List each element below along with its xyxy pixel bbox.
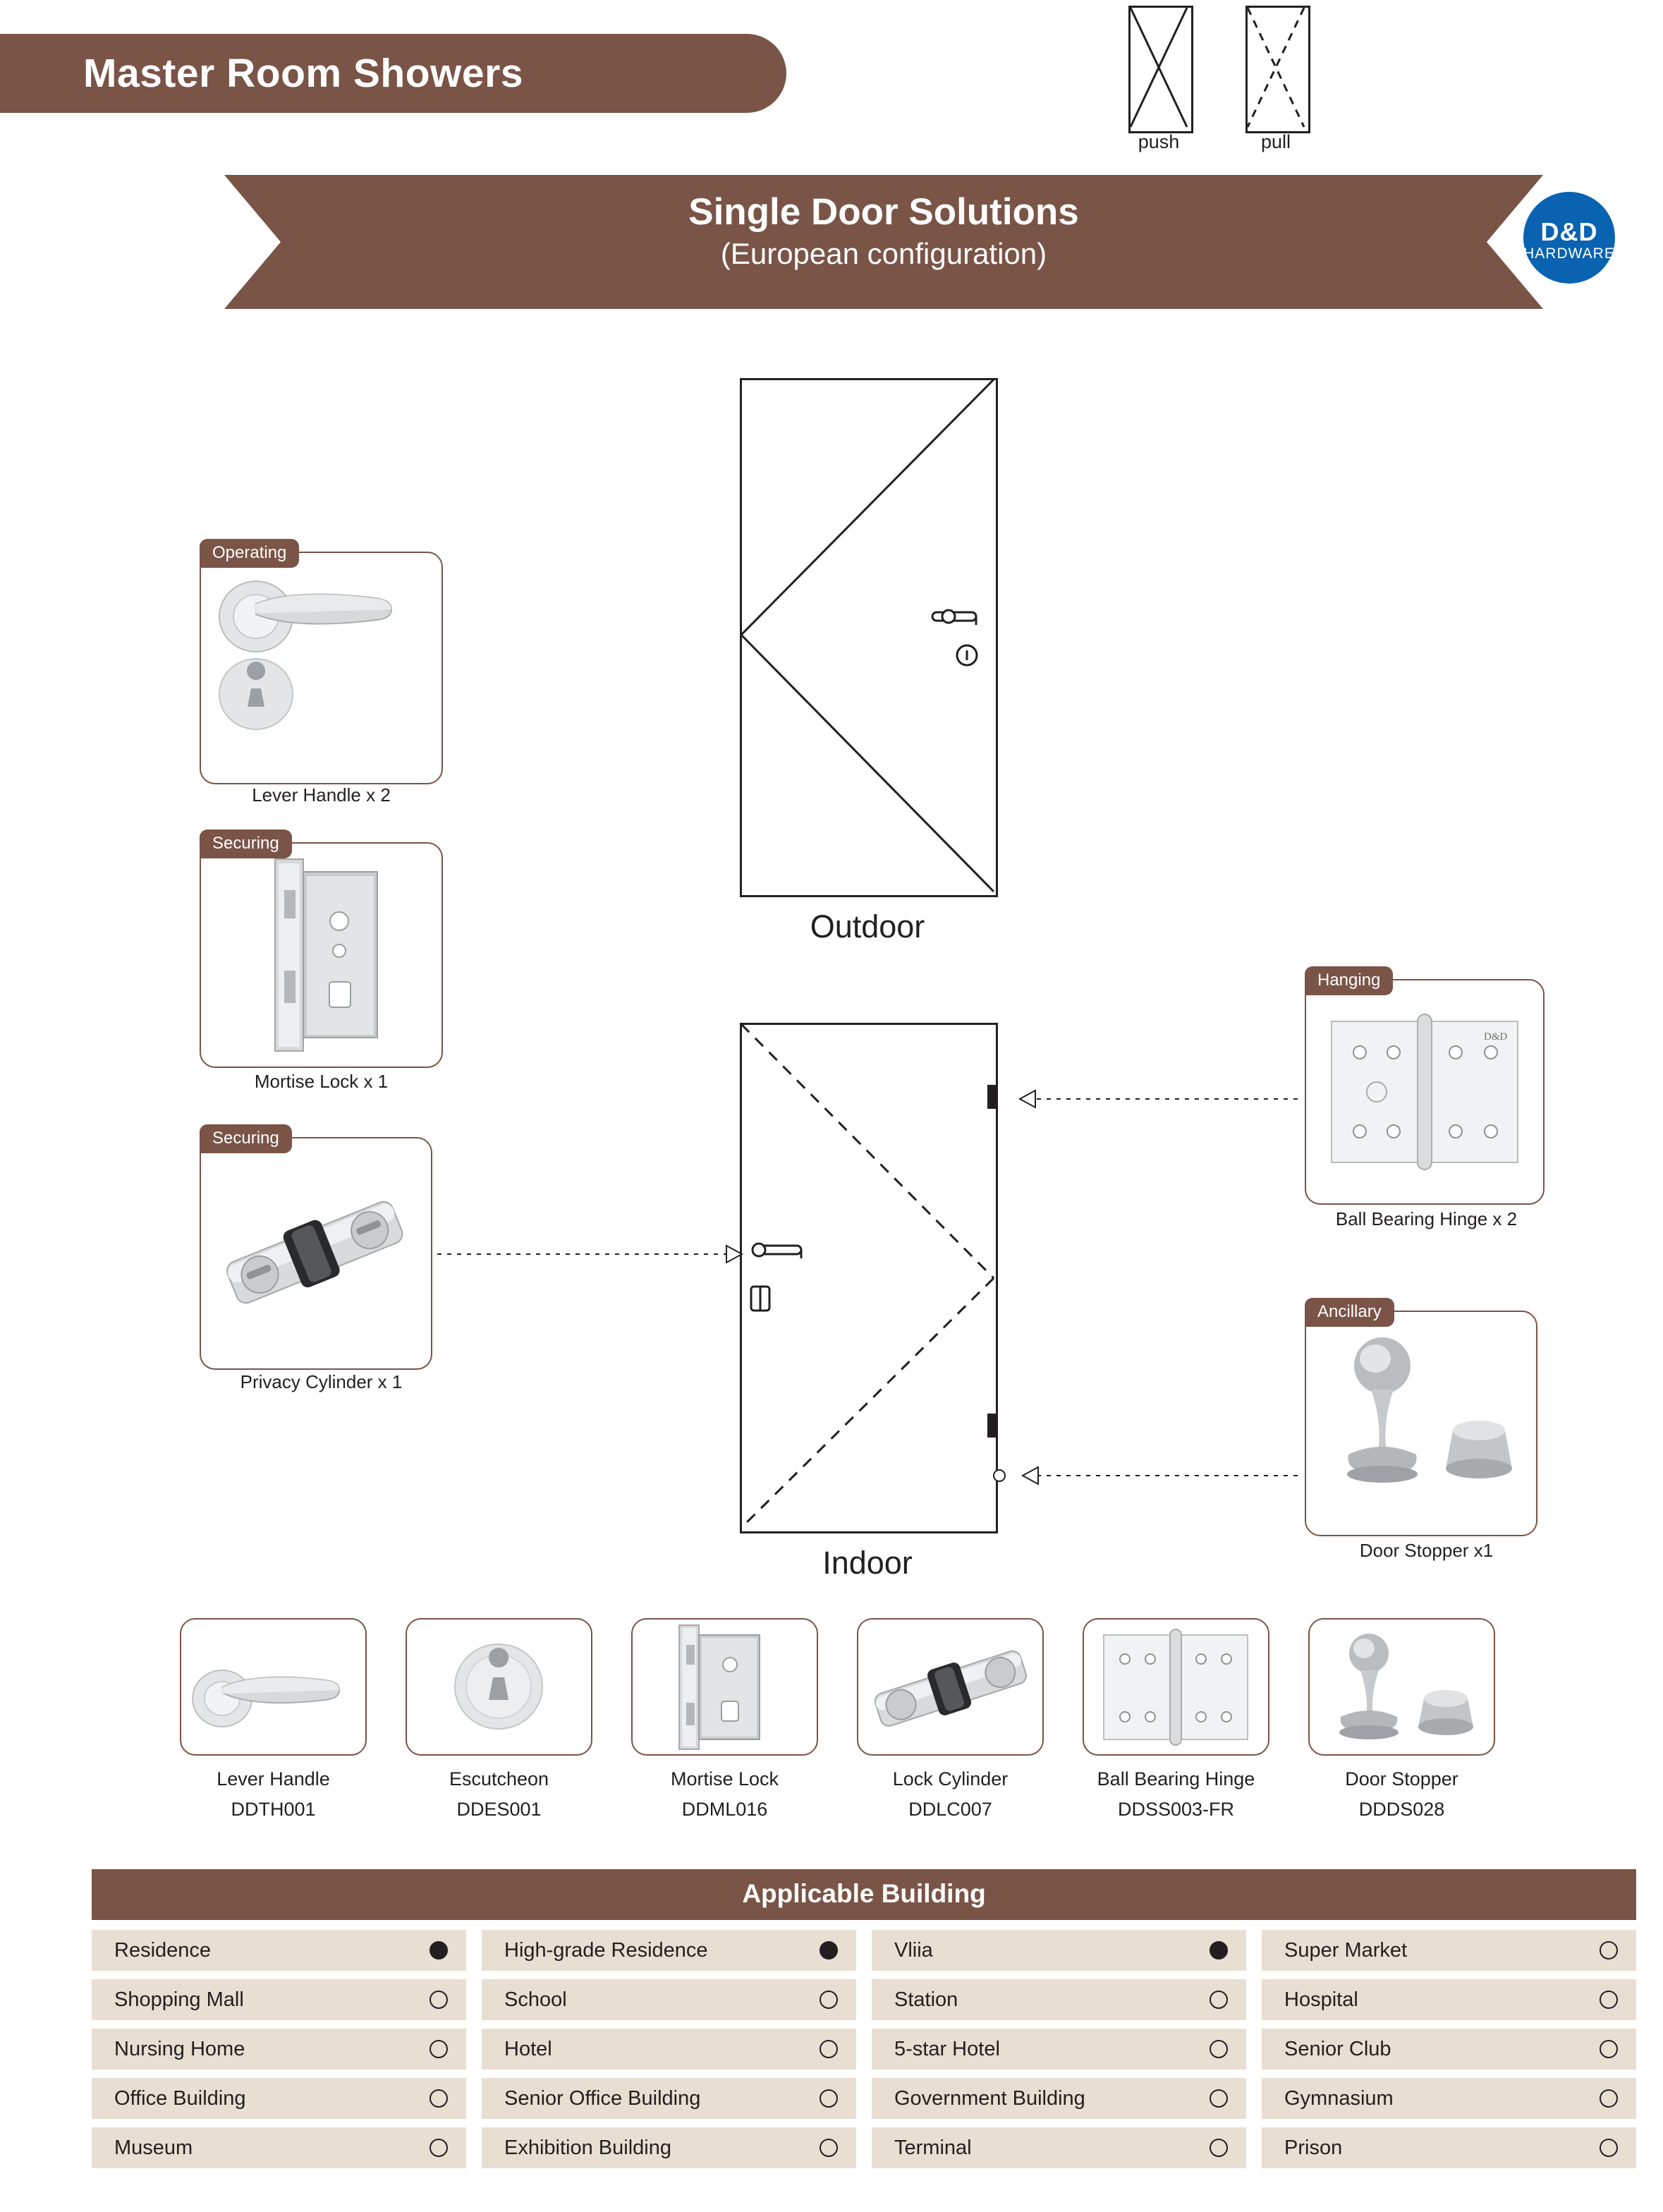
callout-caption-lever-handle: Lever Handle x 2: [252, 784, 391, 806]
mortise-lock-icon: [201, 844, 441, 1066]
callout-card-privacy-cylinder: [200, 1129, 432, 1370]
ribbon-text-group: [224, 175, 1543, 272]
logo-secondary-text: HARDWARE: [1523, 245, 1615, 262]
applicable-building-cell[interactable]: [482, 2127, 856, 2168]
applicable-building-label: Terminal: [894, 2136, 972, 2159]
mortise-lock-icon: [633, 1620, 817, 1754]
unselected-dot-icon[interactable]: [1600, 2040, 1618, 2058]
push-pull-legend: [1111, 0, 1351, 152]
unselected-dot-icon[interactable]: [1600, 2089, 1618, 2108]
product-code: DDLC007: [908, 1799, 992, 1820]
callout-tag-hanging: Hanging: [1305, 966, 1393, 995]
unselected-dot-icon[interactable]: [430, 2089, 448, 2108]
callout-card-hinge: [1305, 971, 1545, 1205]
applicable-building-cell[interactable]: [92, 2029, 466, 2070]
door-stopper-icon: [1310, 1620, 1494, 1754]
callout-tag-ancillary: Ancillary: [1305, 1298, 1394, 1327]
applicable-building-cell[interactable]: [92, 1979, 466, 2020]
applicable-building-label: Nursing Home: [114, 2037, 245, 2060]
product-name: Ball Bearing Hinge: [1097, 1768, 1255, 1789]
applicable-building-cell[interactable]: [1262, 2127, 1636, 2168]
applicable-building-label: Exhibition Building: [504, 2136, 671, 2159]
page-title-banner: [0, 34, 786, 113]
product-thumb-lock-cylinder: [857, 1618, 1044, 1756]
applicable-building-cell[interactable]: [482, 1930, 856, 1971]
applicable-building-grid: [92, 1930, 1636, 2168]
door-outdoor-view: [740, 378, 998, 897]
product-code: DDES001: [456, 1799, 542, 1820]
applicable-building-label: Super Market: [1284, 1938, 1408, 1962]
escutcheon-icon: [407, 1620, 591, 1754]
unselected-dot-icon[interactable]: [1210, 1991, 1228, 2009]
unselected-dot-icon[interactable]: [430, 1991, 448, 2009]
applicable-building-cell[interactable]: [872, 2029, 1246, 2070]
applicable-building-cell[interactable]: [872, 2078, 1246, 2119]
legend-symbols-icon: [1111, 0, 1351, 152]
unselected-dot-icon[interactable]: [430, 2139, 448, 2157]
applicable-building-cell[interactable]: [482, 2078, 856, 2119]
product-item-door-stopper[interactable]: [1308, 1618, 1495, 1821]
applicable-building-label: 5-star Hotel: [894, 2037, 1000, 2060]
selected-dot-icon[interactable]: [820, 1941, 838, 1959]
applicable-building-cell[interactable]: [872, 2127, 1246, 2168]
callout-card-door-stopper: [1305, 1302, 1537, 1536]
callout-tag-securing-cylinder: Securing: [200, 1124, 292, 1153]
hinge-icon: [1084, 1620, 1268, 1754]
applicable-building-label: High-grade Residence: [504, 1938, 708, 1962]
applicable-building-cell[interactable]: [872, 1930, 1246, 1971]
callout-tag-securing-lock: Securing: [200, 830, 292, 858]
applicable-building-cell[interactable]: [1262, 2078, 1636, 2119]
unselected-dot-icon[interactable]: [1600, 2139, 1618, 2157]
product-item-lock-cylinder[interactable]: [857, 1618, 1044, 1821]
callout-caption-hinge: Ball Bearing Hinge x 2: [1335, 1208, 1518, 1229]
pull-label: pull: [1260, 131, 1291, 152]
logo-primary-text: D&D: [1540, 217, 1598, 246]
product-item-mortise-lock[interactable]: [631, 1618, 818, 1821]
unselected-dot-icon[interactable]: [820, 2139, 838, 2157]
outdoor-caption: Outdoor: [810, 909, 925, 944]
unselected-dot-icon[interactable]: [430, 2040, 448, 2058]
applicable-building-label: Shopping Mall: [114, 1988, 244, 2011]
ribbon-subtitle: (European configuration): [720, 237, 1047, 270]
applicable-building-cell[interactable]: [1262, 1979, 1636, 2020]
unselected-dot-icon[interactable]: [820, 1991, 838, 2009]
lever-handle-icon: [181, 1620, 365, 1754]
unselected-dot-icon[interactable]: [1600, 1941, 1618, 1959]
applicable-building-label: Senior Office Building: [504, 2086, 701, 2110]
applicable-building-label: Station: [894, 1988, 958, 2011]
hinge-icon: [1306, 980, 1543, 1203]
applicable-building-label: Office Building: [114, 2086, 246, 2110]
product-name: Mortise Lock: [670, 1768, 779, 1789]
selected-dot-icon[interactable]: [1210, 1941, 1228, 1959]
unselected-dot-icon[interactable]: [1210, 2089, 1228, 2108]
applicable-building-label: Museum: [114, 2136, 193, 2159]
product-strip: [180, 1618, 1492, 1830]
applicable-building-label: Senior Club: [1284, 2037, 1391, 2060]
callout-caption-privacy-cylinder: Privacy Cylinder x 1: [240, 1371, 403, 1392]
applicable-building-label: Hotel: [504, 2037, 552, 2060]
applicable-building-cell[interactable]: [1262, 2029, 1636, 2070]
svg-text:D&D: D&D: [1484, 1031, 1508, 1043]
callout-tag-operating: Operating: [200, 539, 299, 568]
indoor-caption: Indoor: [822, 1545, 913, 1581]
push-label: push: [1138, 131, 1180, 152]
product-code: DDTH001: [231, 1799, 316, 1820]
dd-hardware-logo: [1523, 192, 1615, 284]
unselected-dot-icon[interactable]: [1600, 1991, 1618, 2009]
product-code: DDDS028: [1358, 1799, 1445, 1820]
applicable-building-label: Gymnasium: [1284, 2086, 1394, 2110]
applicable-building-label: Vliia: [894, 1938, 933, 1962]
applicable-building-title: Applicable Building: [92, 1869, 1636, 1920]
door-indoor-view: [740, 1023, 998, 1533]
product-thumb-door-stopper: [1308, 1618, 1495, 1756]
product-code: DDSS003-FR: [1117, 1799, 1235, 1820]
applicable-building-section: [92, 1869, 1636, 2168]
applicable-building-label: Government Building: [894, 2086, 1085, 2110]
product-name: Lock Cylinder: [892, 1768, 1009, 1789]
product-item-escutcheon[interactable]: [406, 1618, 592, 1821]
callout-card-mortise-lock: [200, 834, 443, 1068]
callout-caption-mortise-lock: Mortise Lock x 1: [254, 1071, 389, 1092]
applicable-building-label: Prison: [1284, 2136, 1343, 2159]
unselected-dot-icon[interactable]: [1210, 2040, 1228, 2058]
applicable-building-label: Hospital: [1284, 1988, 1358, 2011]
unselected-dot-icon[interactable]: [820, 2089, 838, 2108]
product-thumb-hinge: [1083, 1618, 1269, 1756]
door-stopper-icon: [1306, 1312, 1536, 1535]
applicable-building-cell[interactable]: [1262, 1930, 1636, 1971]
cylinder-icon: [858, 1620, 1042, 1754]
selected-dot-icon[interactable]: [430, 1941, 448, 1959]
product-name: Escutcheon: [449, 1768, 549, 1789]
lever-handle-icon: [201, 553, 441, 783]
applicable-building-cell[interactable]: [482, 2029, 856, 2070]
product-item-hinge[interactable]: [1083, 1618, 1269, 1821]
applicable-building-cell[interactable]: [92, 2127, 466, 2168]
product-item-lever-handle[interactable]: [180, 1618, 367, 1821]
applicable-building-cell[interactable]: [92, 2078, 466, 2119]
unselected-dot-icon[interactable]: [1210, 2139, 1228, 2157]
product-thumb-lever-handle: [180, 1618, 367, 1756]
product-code: DDML016: [681, 1799, 768, 1820]
product-thumb-mortise-lock: [631, 1618, 818, 1756]
applicable-building-label: Residence: [114, 1938, 212, 1962]
ribbon-title: Single Door Solutions: [688, 191, 1079, 233]
product-name: Lever Handle: [217, 1768, 330, 1789]
page-title: Master Room Showers: [83, 51, 523, 96]
ribbon-banner: [224, 175, 1543, 309]
callout-card-lever-handle: [200, 543, 443, 784]
applicable-building-label: School: [504, 1988, 567, 2011]
applicable-building-cell[interactable]: [92, 1930, 466, 1971]
product-thumb-escutcheon: [406, 1618, 592, 1756]
product-name: Door Stopper: [1345, 1768, 1458, 1789]
cylinder-icon: [201, 1138, 431, 1368]
applicable-building-cell[interactable]: [872, 1979, 1246, 2020]
callout-caption-door-stopper: Door Stopper x1: [1359, 1540, 1494, 1561]
unselected-dot-icon[interactable]: [820, 2040, 838, 2058]
applicable-building-cell[interactable]: [482, 1979, 856, 2020]
